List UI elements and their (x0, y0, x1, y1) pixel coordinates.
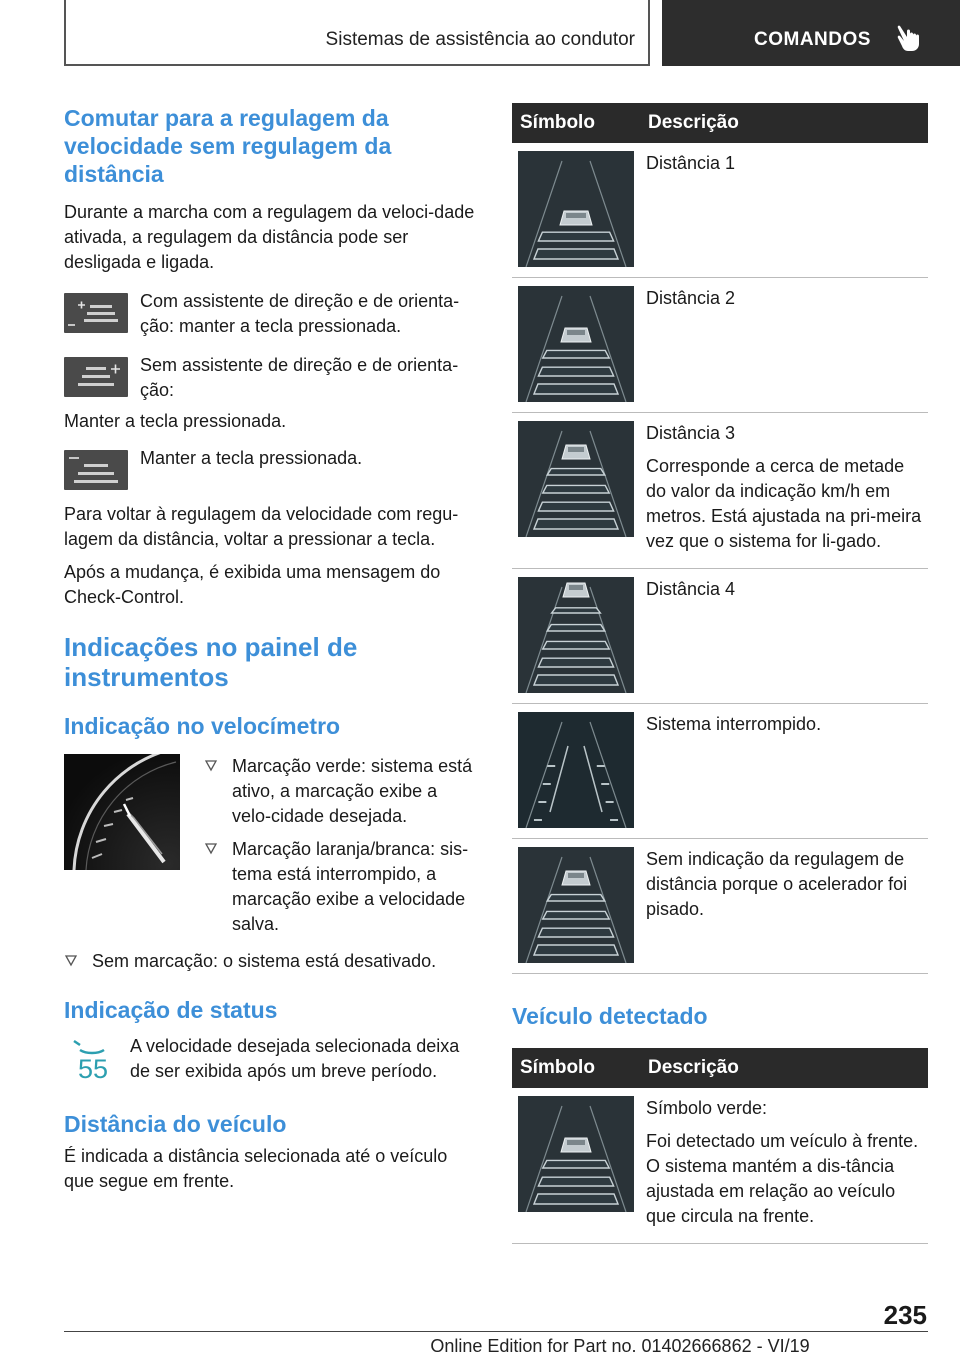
description-text: Foi detectado um veículo à frente. O sistema mantém a dis-tância ajustada em relação ao veículo que circula na frente. (646, 1131, 919, 1226)
distance-symbols-table (512, 103, 928, 974)
table-row (512, 278, 928, 413)
bullet-triangle-icon (204, 841, 218, 855)
description-text: Distância 1 (646, 153, 736, 173)
bullet-triangle-icon (64, 953, 78, 967)
description-text: Sem indicação da regulagem de distância porque o acelerador foi pisado. (646, 849, 908, 919)
table-header-row (512, 103, 928, 143)
header-separator (648, 0, 650, 66)
left-column (64, 104, 476, 1194)
symbol-cell (512, 1088, 640, 1244)
description-cell (640, 143, 928, 278)
table-row (512, 1088, 928, 1244)
distance-button-minus-icon (64, 450, 128, 490)
paragraph-switch: Durante a marcha com a regulagem da veloci-dade ativada, a regulagem da distância pode ser desligada e ligada. (64, 202, 475, 272)
paragraph-hold-key: Manter a tecla pressionada. (64, 411, 287, 431)
distance-2-icon (518, 286, 634, 402)
description-text: Sistema interrompido. (646, 714, 822, 734)
symbol-cell (512, 143, 640, 278)
pointing-hand-icon (896, 24, 922, 52)
distance-3-icon (518, 421, 634, 537)
symbol-cell (512, 569, 640, 704)
system-interrupted-icon (518, 712, 634, 828)
status-speed-number: 55 (78, 1054, 109, 1084)
status-row (64, 1034, 476, 1088)
bullet-orange-mark: Marcação laranja/branca: sis-tema está interrompido, a marcação exibe a velocidade salva. (204, 837, 476, 937)
table-row (512, 413, 928, 569)
description-cell (640, 569, 928, 704)
bullet-green-mark: Marcação verde: sistema está ativo, a marcação exibe a velo-cidade desejada. (204, 754, 476, 829)
speedometer-icon (64, 754, 180, 870)
button-plain-text: Manter a tecla pressionada. (140, 448, 363, 468)
accelerator-pressed-icon (518, 847, 634, 963)
distance-button-noassist-icon (64, 357, 128, 397)
symbol-cell (512, 278, 640, 413)
header-section-title: Sistemas de assistência ao condutor (325, 29, 635, 50)
paragraph-after-change: Após a mudança, é exibida uma mensagem do Check-Control. (64, 562, 441, 607)
page-header (0, 0, 960, 66)
vehicle-detected-icon (518, 1096, 634, 1212)
column-header-symbol: Símbolo (512, 103, 640, 143)
column-header-symbol: Símbolo (512, 1048, 640, 1088)
symbol-cell (512, 704, 640, 839)
description-text: Símbolo verde: (646, 1098, 768, 1118)
description-text: Corresponde a cerca de metade do valor da indicação km/h em metros. Está ajustada na pri-meira vez que o sistema for li-gado. (646, 456, 922, 551)
symbol-cell (512, 413, 640, 569)
button-assist-row (64, 289, 476, 339)
description-cell (640, 839, 928, 974)
heading-speedometer: Indicação no velocímetro (64, 713, 341, 739)
description-cell (640, 1088, 928, 1244)
table-header-row (512, 1048, 928, 1088)
description-text: Distância 2 (646, 288, 736, 308)
description-text: Distância 4 (646, 579, 736, 599)
header-bottom-rule (64, 64, 650, 66)
table-row (512, 704, 928, 839)
table-row (512, 569, 928, 704)
heading-vehicle-distance: Distância do veículo (64, 1111, 287, 1137)
symbol-cell (512, 839, 640, 974)
column-header-description: Descrição (640, 103, 928, 143)
heading-vehicle-detected: Veículo detectado (512, 1003, 708, 1029)
table-row (512, 143, 928, 278)
vehicle-detected-table (512, 1048, 928, 1244)
heading-instrument-indications: Indicações no painel de instrumentos (64, 632, 358, 692)
bullet-triangle-icon (204, 758, 218, 772)
header-left-rule (64, 0, 66, 66)
speedometer-row (64, 754, 476, 945)
button-noassist-text: Sem assistente de direção e de orienta-ção: (140, 355, 459, 400)
table-row (512, 839, 928, 974)
button-noassist-row (64, 353, 476, 403)
heading-switch-speed-control: Comutar para a regulagem da velocidade sem regulagem da distância (64, 105, 392, 187)
distance-4-icon (518, 577, 634, 693)
status-speed-icon (64, 1034, 114, 1088)
bullet-no-mark: Sem marcação: o sistema está desativado. (64, 949, 476, 974)
distance-button-assist-icon (64, 293, 128, 333)
description-text: Distância 3 (646, 423, 736, 443)
column-header-description: Descrição (640, 1048, 928, 1088)
paragraph-vehicle-distance: É indicada a distância selecionada até o veículo que segue em frente. (64, 1146, 448, 1191)
description-cell (640, 704, 928, 839)
heading-status: Indicação de status (64, 997, 278, 1023)
description-cell (640, 413, 928, 569)
button-assist-text: Com assistente de direção e de orienta-ção: manter a tecla pressionada. (140, 291, 460, 336)
paragraph-status: A velocidade desejada selecionada deixa de ser exibida após um breve período. (130, 1036, 460, 1081)
footer-edition: Online Edition for Part no. 01402666862 - VI/19 (430, 1336, 810, 1356)
footer-rule (64, 1331, 928, 1332)
paragraph-switch-back: Para voltar à regulagem da velocidade com regu-lagem da distância, voltar a pressionar a tecla. (64, 504, 459, 549)
distance-1-icon (518, 151, 634, 267)
button-plain-row (64, 446, 476, 490)
description-cell (640, 278, 928, 413)
page-number: 235 (883, 1300, 927, 1330)
right-column (512, 103, 928, 1244)
speedometer-bullet-list (204, 754, 476, 945)
no-mark-bullet-list (64, 949, 476, 974)
header-chapter-title: COMANDOS (754, 29, 871, 50)
